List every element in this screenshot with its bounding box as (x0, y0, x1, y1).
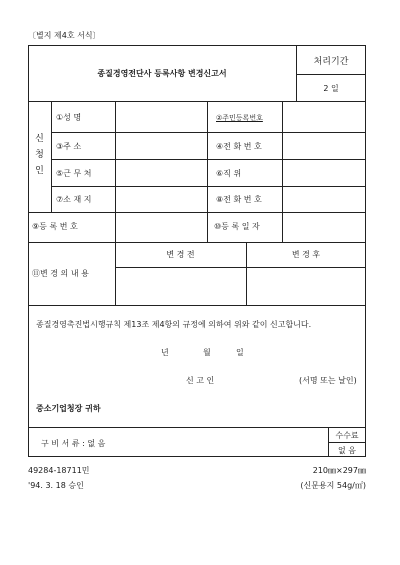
fee-value: 없 음 (338, 446, 356, 455)
required-documents: 구 비 서 류 : 없 음 (41, 439, 106, 448)
recipient-label: 중소기업청장 귀하 (36, 404, 101, 413)
divider (28, 242, 366, 243)
field-label-location: ⑦소 재 지 (56, 195, 92, 204)
change-before-header: 변 경 전 (166, 250, 195, 259)
date-month-label: 월 (203, 348, 211, 357)
processing-period-value: 2 일 (323, 84, 339, 93)
reporter-label: 신 고 인 (186, 376, 215, 385)
divider (28, 305, 366, 306)
form-code: 49284-18711민 (28, 466, 90, 475)
change-before-field[interactable] (116, 268, 245, 304)
field-label-phone2: ⑧전 화 번 호 (216, 195, 262, 204)
divider (328, 442, 366, 443)
processing-period-label: 처리기간 (313, 57, 349, 67)
date-day-label: 일 (236, 348, 244, 357)
approval-date: '94. 3. 18 승인 (28, 481, 84, 490)
field-label-position: ⑥직 위 (216, 169, 242, 178)
change-after-field[interactable] (247, 268, 365, 304)
field-label-name: ①성 명 (56, 113, 82, 122)
address-field[interactable] (116, 133, 206, 158)
declaration-text: 종질경영촉진법시행규칙 제13조 제4항의 규정에 의하여 위와 같이 신고합니다. (36, 320, 312, 329)
field-label-resident-no: ②주민등록번호 (216, 114, 263, 122)
form-title: 종질경영전단사 등록사항 변경신고서 (97, 69, 227, 78)
field-label-phone: ④전 화 번 호 (216, 142, 262, 151)
divider (28, 427, 366, 428)
applicant-label-char: 신 (35, 134, 44, 144)
field-label-change-content: ⑪변 경 의 내 용 (32, 269, 89, 278)
paper-size: 210㎜×297㎜ (312, 466, 366, 475)
phone2-field[interactable] (283, 187, 365, 211)
signature-hint: (서명 또는 날인) (299, 376, 357, 385)
workplace-field[interactable] (116, 160, 206, 185)
date-year-label: 년 (161, 348, 169, 357)
fee-label: 수수료 (335, 431, 359, 440)
divider (296, 74, 366, 75)
phone-field[interactable] (283, 133, 365, 158)
field-label-reg-date: ⑩등 록 일 자 (214, 222, 260, 231)
applicant-label-char: 청 (35, 150, 44, 160)
form-number-label: 〔별지 제4호 서식〕 (28, 31, 101, 40)
applicant-label-char: 인 (35, 166, 44, 176)
reg-no-field[interactable] (116, 213, 206, 241)
position-field[interactable] (283, 160, 365, 185)
reporter-name-field[interactable] (232, 370, 294, 386)
paper-type: (신문용지 54g/㎡) (300, 481, 366, 490)
change-after-header: 변 경 후 (291, 250, 321, 259)
field-label-address: ③주 소 (56, 142, 82, 151)
location-field[interactable] (116, 187, 206, 211)
name-field[interactable] (116, 102, 206, 131)
field-label-reg-no: ⑨등 록 번 호 (32, 222, 78, 231)
field-label-workplace: ⑤근 무 처 (56, 169, 92, 178)
resident-no-field[interactable] (283, 102, 365, 131)
reg-date-field[interactable] (283, 213, 365, 241)
divider (51, 101, 52, 212)
divider (207, 101, 208, 242)
